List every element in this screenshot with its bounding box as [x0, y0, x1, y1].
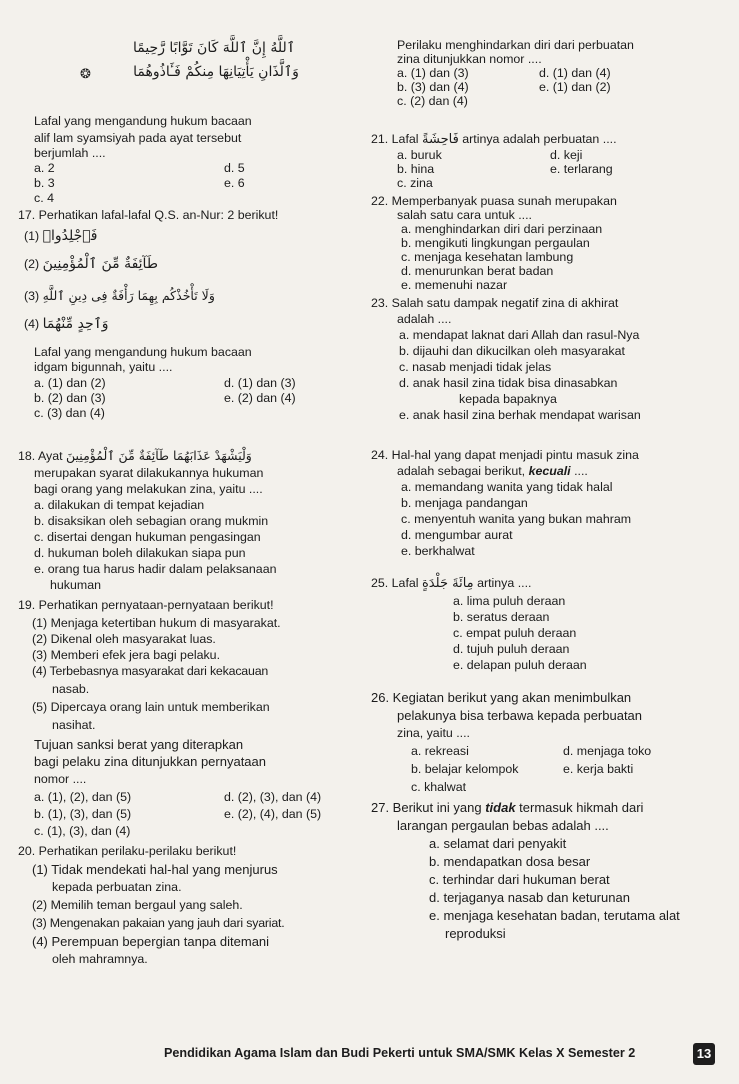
q19-item-1: (1) Menjaga ketertiban hukum di masyarakat. [32, 616, 281, 630]
q17-item-num: (2) [24, 257, 40, 271]
q17-item-4 [24, 316, 109, 333]
q27-opt-c[interactable]: c. terhindar dari hukuman berat [429, 872, 610, 887]
q16-opt-d[interactable]: d. 5 [224, 161, 245, 175]
q16-text-2: alif lam syamsiyah pada ayat tersebut [34, 131, 242, 145]
q17-opt-d[interactable]: d. (1) dan (3) [224, 376, 296, 390]
q23-opt-d[interactable]: d. anak hasil zina tidak bisa dinasabkan [399, 376, 618, 390]
q24-text-1: 24. Hal-hal yang dapat menjadi pintu masuk zina [371, 448, 639, 462]
q21-arabic: فَاحِشَةً [422, 132, 459, 147]
q16-opt-e[interactable]: e. 6 [224, 176, 245, 190]
q20c-opt-d[interactable]: d. (1) dan (4) [539, 66, 611, 80]
q20-item-1: (1) Tidak mendekati hal-hal yang menjurus [32, 862, 278, 877]
q27-text-1a: 27. Berikut ini yang [371, 800, 482, 815]
q18-opt-c[interactable]: c. disertai dengan hukuman pengasingan [34, 530, 261, 544]
q16-opt-b[interactable]: b. 3 [34, 176, 55, 190]
q20-item-1-cont: kepada perbuatan zina. [52, 880, 182, 894]
q17-opt-e[interactable]: e. (2) dan (4) [224, 391, 296, 405]
arabic-verse-line-1: ٱللَّهُ إِنَّ ٱللَّهَ كَانَ تَوَّابًا رَّحِيمًا [132, 40, 296, 56]
q17-opt-c[interactable]: c. (3) dan (4) [34, 406, 105, 420]
q17-text: 17. Perhatikan lafal-lafal Q.S. an-Nur: 2 berikut! [18, 208, 279, 222]
q18-text-2: bagi orang yang melakukan zina, yaitu .... [34, 482, 263, 496]
q20c-text-1: Perilaku menghindarkan diri dari perbuatan [397, 38, 634, 52]
page-footer [0, 1040, 739, 1068]
q18-label: 18. Ayat [18, 449, 63, 463]
q17-item-arabic: وَٱحِدٍ مِّنْهُمَا [42, 316, 109, 332]
q27-opt-d[interactable]: d. terjaganya nasab dan keturunan [429, 890, 630, 905]
q22-text-2: salah satu cara untuk .... [397, 208, 532, 222]
q27-text-1c: termasuk hikmah dari [519, 800, 644, 815]
footer-book-title: Pendidikan Agama Islam dan Budi Pekerti untuk SMA/SMK Kelas X Semester 2 [164, 1046, 636, 1060]
q27-text-2: larangan pergaulan bebas adalah .... [397, 818, 609, 833]
q18-arabic: وَلْيَشْهَدْ عَذَابَهُمَا طَآئِفَةٌ مِّنَ ٱلْمُؤْمِنِينَ [66, 448, 252, 463]
q27-text-1 [371, 800, 643, 816]
q26-text-1: 26. Kegiatan berikut yang akan menimbulkan [371, 690, 632, 705]
q16-opt-c[interactable]: c. 4 [34, 191, 54, 205]
q21-post: artinya adalah perbuatan .... [462, 132, 617, 146]
q25-head [371, 576, 531, 592]
q20-item-3: (3) Mengenakan pakaian yang jauh dari syariat. [32, 916, 285, 930]
q25-opt-a[interactable]: a. lima puluh deraan [453, 594, 566, 608]
q19-text-2: Tujuan sanksi berat yang diterapkan [34, 737, 244, 752]
q23-text-1: 23. Salah satu dampak negatif zina di akhirat [371, 296, 619, 310]
q19-item-5: (5) Dipercaya orang lain untuk memberikan [32, 700, 270, 714]
q26-opt-b[interactable]: b. belajar kelompok [411, 762, 519, 776]
q25-arabic: مِائَةَ جَلْدَةٍ [422, 576, 474, 591]
q19-text-4: nomor .... [34, 772, 87, 786]
q23-text-2: adalah .... [397, 312, 452, 326]
q17-item-arabic: وَلَا تَأْخُذْكُم بِهِمَا رَأْفَةٌ فِى دِينِ ٱللَّهِ [42, 288, 215, 303]
q24-opt-a[interactable]: a. memandang wanita yang tidak halal [401, 480, 613, 494]
q27-opt-a[interactable]: a. selamat dari penyakit [429, 836, 567, 851]
q21-opt-c[interactable]: c. zina [397, 176, 433, 190]
q19-item-3: (3) Memberi efek jera bagi pelaku. [32, 648, 221, 662]
arabic-verse-line-2: وَٱلَّذَانِ يَأْتِيَانِهَا مِنكُمْ فَـَٔاذُوهُمَا [133, 64, 299, 80]
arabic-verse-line-2-wrap [80, 64, 350, 81]
q19-item-4: (4) Terbebasnya masyarakat dari kekacauan [32, 664, 269, 678]
q20-item-2: (2) Memilih teman bergaul yang saleh. [32, 898, 243, 912]
q18-opt-a[interactable]: a. dilakukan di tempat kejadian [34, 498, 205, 512]
q21-opt-b[interactable]: b. hina [397, 162, 435, 176]
q17-item-2 [24, 256, 158, 273]
q19-item-2: (2) Dikenal oleh masyarakat luas. [32, 632, 216, 646]
q26-text-2: pelakunya bisa terbawa kepada perbuatan [397, 708, 643, 723]
q22-opt-e[interactable]: e. memenuhi nazar [401, 278, 508, 292]
q20-text: 20. Perhatikan perilaku-perilaku berikut! [18, 844, 237, 858]
q16-opt-a[interactable]: a. 2 [34, 161, 55, 175]
q24-opt-e[interactable]: e. berkhalwat [401, 544, 475, 558]
q17-item-arabic: طَآئِفَةٌ مِّنَ ٱلْمُؤْمِنِينَ [42, 256, 158, 272]
q20c-opt-a[interactable]: a. (1) dan (3) [397, 66, 469, 80]
q24-text-2 [397, 464, 588, 479]
q26-opt-a[interactable]: a. rekreasi [411, 744, 469, 758]
q23-opt-c[interactable]: c. nasab menjadi tidak jelas [399, 360, 552, 374]
q21-head [371, 132, 617, 148]
q24-text-2a: adalah sebagai berikut, [397, 464, 526, 478]
q19-text: 19. Perhatikan pernyataan-pernyataan berikut! [18, 598, 274, 612]
q25-opt-d[interactable]: d. tujuh puluh deraan [453, 642, 570, 656]
q20-item-4-cont: oleh mahramnya. [52, 952, 148, 966]
q22-opt-d[interactable]: d. menurunkan berat badan [401, 264, 554, 278]
q21-opt-a[interactable]: a. buruk [397, 148, 442, 162]
q24-opt-d[interactable]: d. mengumbar aurat [401, 528, 513, 542]
q26-opt-c[interactable]: c. khalwat [411, 780, 467, 794]
q24-kecuali: kecuali [528, 464, 571, 478]
q18-opt-e[interactable]: e. orang tua harus hadir dalam pelaksanaan [34, 562, 277, 576]
q20c-opt-b[interactable]: b. (3) dan (4) [397, 80, 469, 94]
q27-tidak: tidak [485, 800, 516, 815]
q27-opt-e[interactable]: e. menjaga kesehatan badan, terutama alat [429, 908, 680, 923]
q17-opt-a[interactable]: a. (1) dan (2) [34, 376, 106, 390]
q20-item-4: (4) Perempuan bepergian tanpa ditemani [32, 934, 270, 949]
q17-text-3: idgam bigunnah, yaitu .... [34, 360, 173, 374]
q19-opt-e[interactable]: e. (2), (4), dan (5) [224, 807, 322, 821]
q17-item-arabic: فَٱجْلِدُوا۟ [42, 228, 98, 244]
q20c-text-2: zina ditunjukkan nomor .... [397, 52, 542, 66]
q18-opt-d[interactable]: d. hukuman boleh dilakukan siapa pun [34, 546, 246, 560]
q24-opt-b[interactable]: b. menjaga pandangan [401, 496, 528, 510]
q25-pre: 25. Lafal [371, 576, 419, 590]
q22-opt-a[interactable]: a. menghindarkan diri dari perzinaan [401, 222, 603, 236]
q25-post: artinya .... [477, 576, 532, 590]
q25-opt-c[interactable]: c. empat puluh deraan [453, 626, 577, 640]
q25-opt-b[interactable]: b. seratus deraan [453, 610, 550, 624]
page-number: 13 [693, 1043, 715, 1065]
q19-opt-a[interactable]: a. (1), (2), dan (5) [34, 790, 132, 804]
ayah-marker-icon: ❂ [80, 66, 91, 81]
q23-opt-e[interactable]: e. anak hasil zina berhak mendapat warisan [399, 408, 641, 422]
q27-opt-b[interactable]: b. mendapatkan dosa besar [429, 854, 591, 869]
q20c-opt-c[interactable]: c. (2) dan (4) [397, 94, 468, 108]
q17-opt-b[interactable]: b. (2) dan (3) [34, 391, 106, 405]
q19-opt-c[interactable]: c. (1), (3), dan (4) [34, 824, 131, 838]
q26-text-3: zina, yaitu .... [397, 726, 471, 740]
q22-opt-b[interactable]: b. mengikuti lingkungan pergaulan [401, 236, 590, 250]
q21-opt-e[interactable]: e. terlarang [550, 162, 613, 176]
q18-opt-b[interactable]: b. disaksikan oleh sebagian orang mukmin [34, 514, 269, 528]
q17-item-num: (4) [24, 317, 40, 331]
q17-item-3 [24, 288, 215, 304]
q17-item-num: (1) [24, 229, 40, 243]
q17-item-1 [24, 228, 97, 245]
q18-head [18, 448, 363, 464]
q18-opt-e-cont: hukuman [50, 578, 101, 592]
q25-opt-e[interactable]: e. delapan puluh deraan [453, 658, 587, 672]
q19-opt-b[interactable]: b. (1), (3), dan (5) [34, 807, 132, 821]
q19-item-4-cont: nasab. [52, 682, 90, 696]
q20c-opt-e[interactable]: e. (1) dan (2) [539, 80, 611, 94]
q24-opt-c[interactable]: c. menyentuh wanita yang bukan mahram [401, 512, 632, 526]
q23-opt-a[interactable]: a. mendapat laknat dari Allah dan rasul-Nya [399, 328, 640, 342]
q22-opt-c[interactable]: c. menjaga kesehatan lambung [401, 250, 574, 264]
q24-text-2c: .... [574, 464, 588, 478]
q22-text-1: 22. Memperbanyak puasa sunah merupakan [371, 194, 617, 208]
q23-opt-d-cont: kepada bapaknya [459, 392, 557, 406]
q23-opt-b[interactable]: b. dijauhi dan dikucilkan oleh masyarakat [399, 344, 625, 358]
q26-opt-e[interactable]: e. kerja bakti [563, 762, 634, 776]
q19-opt-d[interactable]: d. (2), (3), dan (4) [224, 790, 322, 804]
q17-text-2: Lafal yang mengandung hukum bacaan [34, 345, 252, 359]
q16-text-3: berjumlah .... [34, 146, 106, 160]
q18-text-1: merupakan syarat dilakukannya hukuman [34, 466, 264, 480]
q26-opt-d[interactable]: d. menjaga toko [563, 744, 652, 758]
q21-opt-d[interactable]: d. keji [550, 148, 583, 162]
q21-pre: 21. Lafal [371, 132, 419, 146]
q27-opt-e-cont: reproduksi [445, 926, 506, 941]
q16-text-1: Lafal yang mengandung hukum bacaan [34, 114, 252, 128]
q19-text-3: bagi pelaku zina ditunjukkan pernyataan [34, 754, 267, 769]
q19-item-5-cont: nasihat. [52, 718, 96, 732]
q17-item-num: (3) [24, 289, 40, 303]
